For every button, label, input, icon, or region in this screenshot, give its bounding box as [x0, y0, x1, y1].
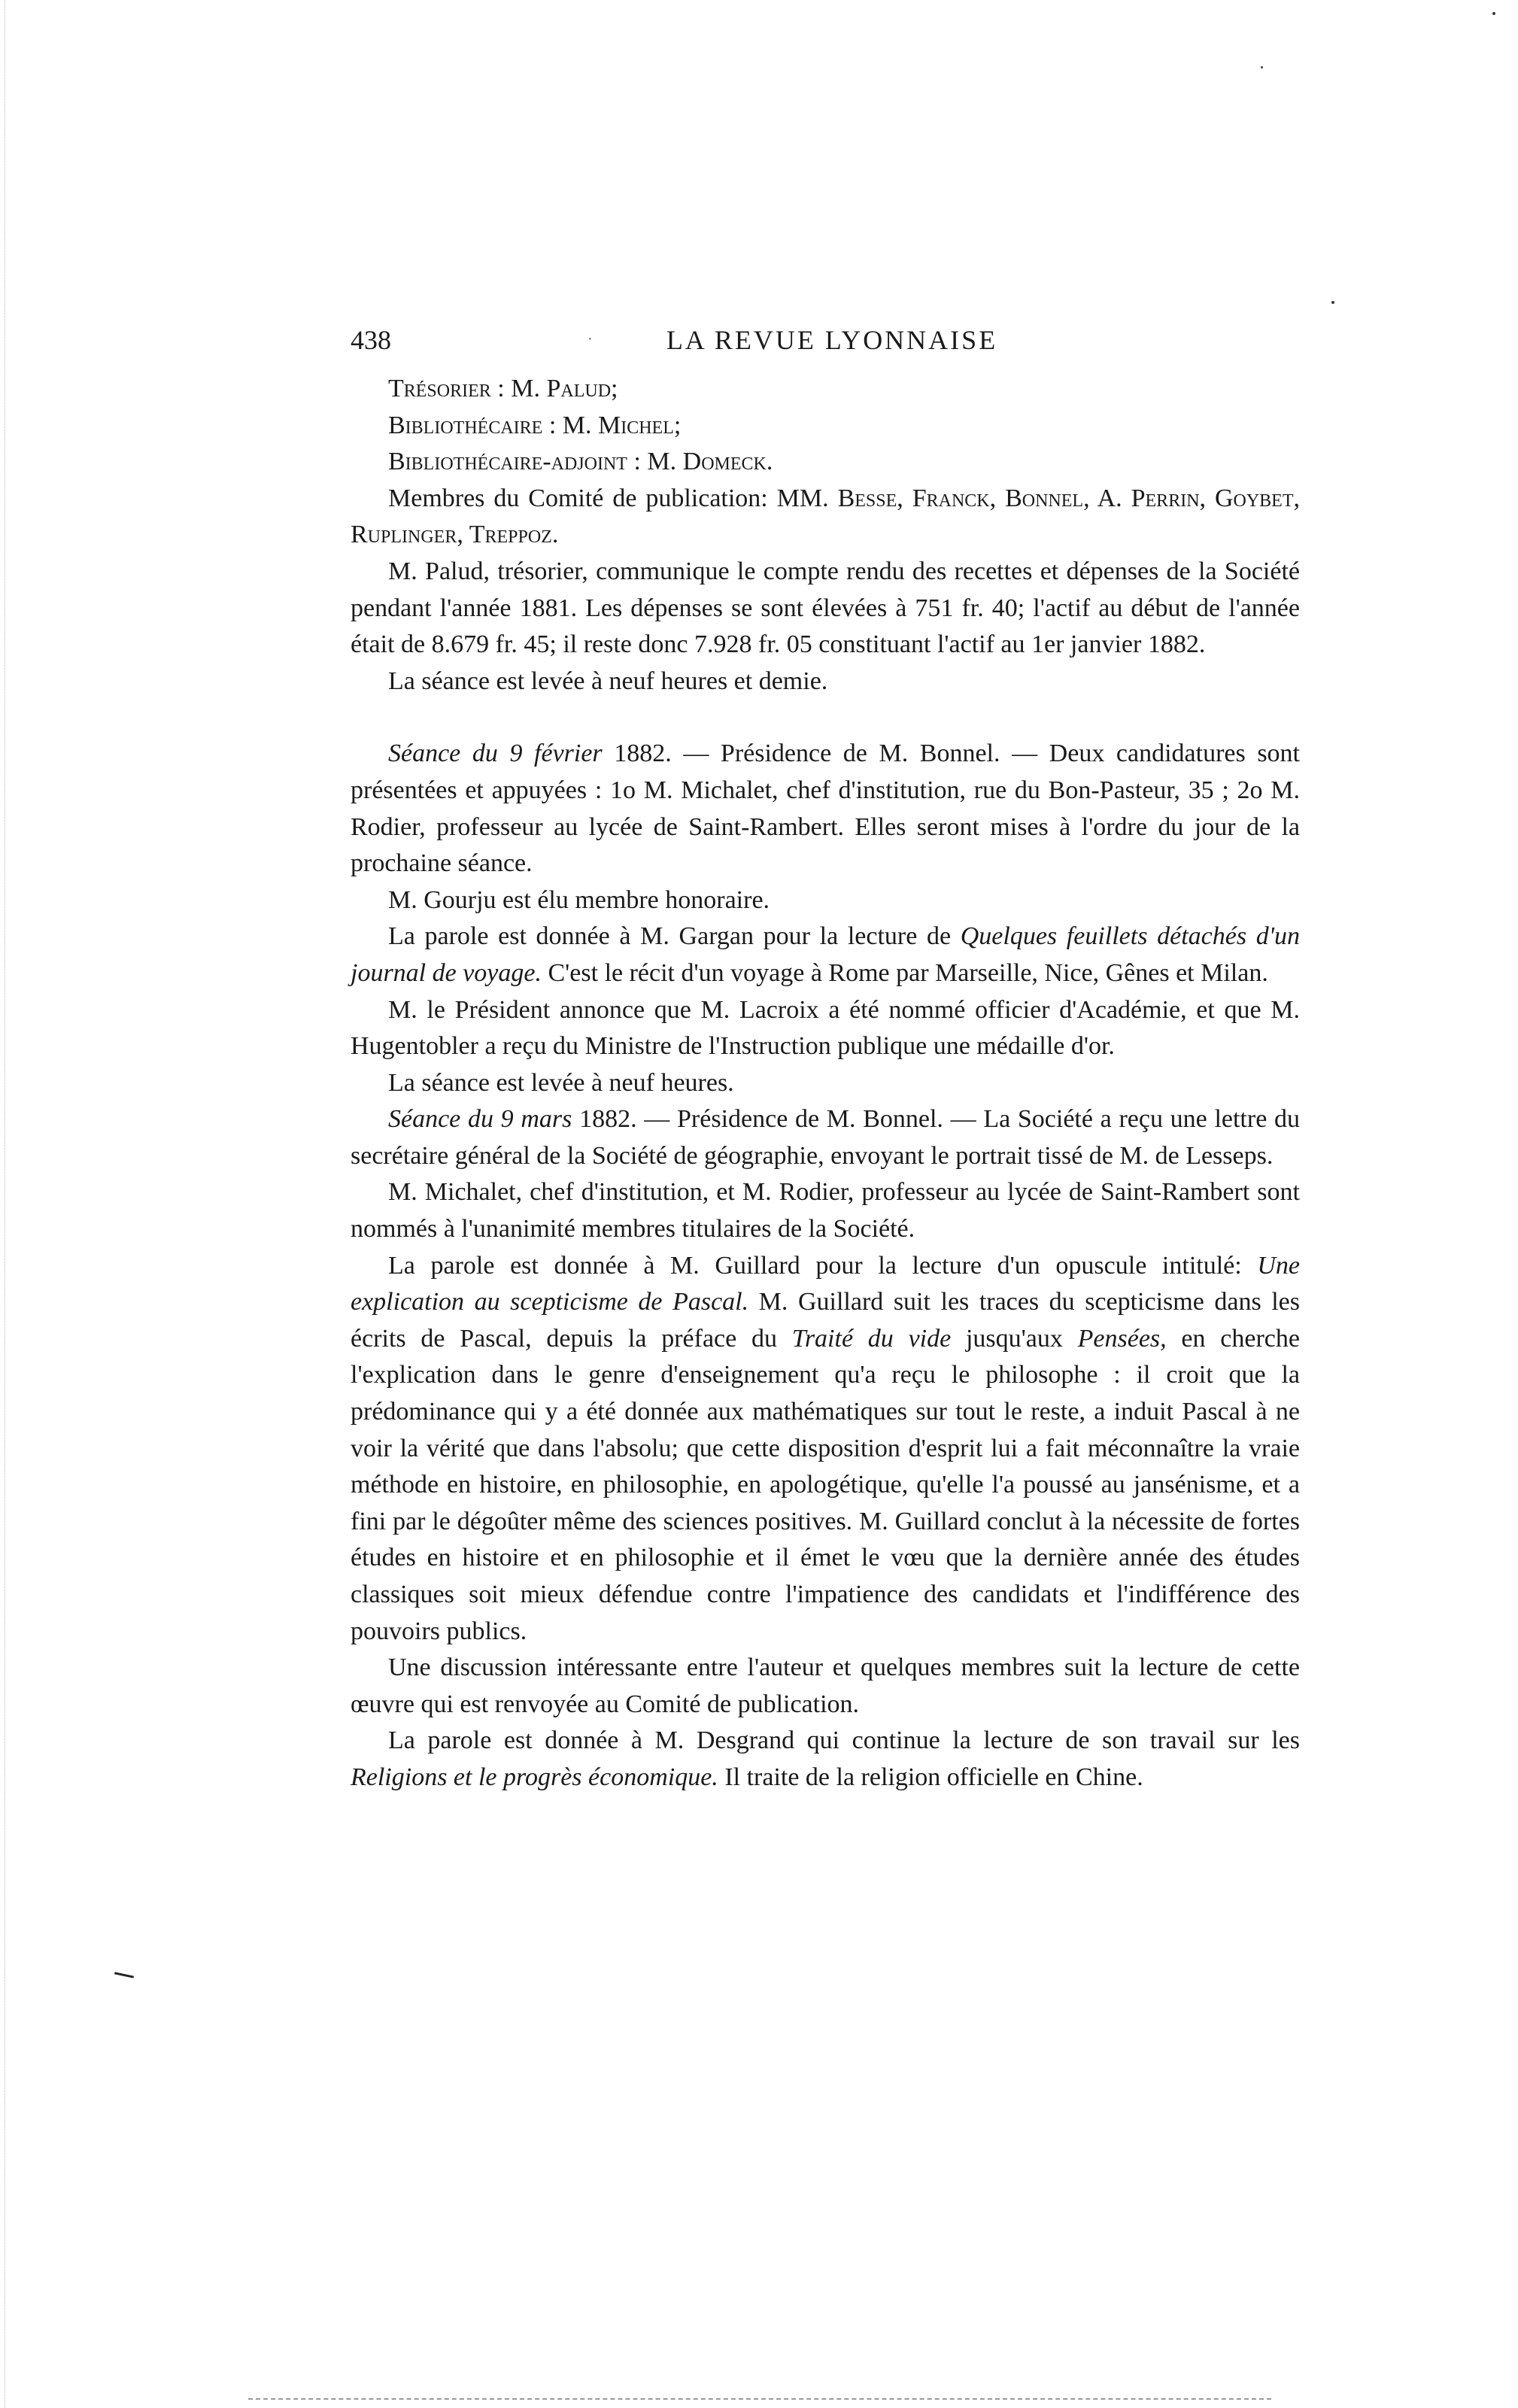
- running-title: LA REVUE LYONNAISE: [666, 325, 998, 355]
- paragraph-president: M. le Président annonce que M. Lacroix a été nommé officier d'Académie, et que M. Hugentobler a reçu du Ministre de l'Instruction publique une médaille d'or.: [351, 995, 1300, 1061]
- scan-left-edge: [0, 0, 5, 2408]
- paragraph-desgrand: La parole est donnée à M. Desgrand qui continue la lecture de son travail sur les Religions et le progrès économique. Il traite de la religion officielle en Chine.: [351, 1726, 1300, 1791]
- paragraph-close-2: La séance est levée à neuf heures.: [388, 1068, 734, 1097]
- committee-members: Membres du Comité de publication: MM. Besse, Franck, Bonnel, A. Perrin, Goybet, Ruplinger, Treppoz.: [351, 484, 1300, 549]
- page-number: 438: [351, 325, 391, 355]
- seance-date-mars: Séance du 9 mars: [388, 1105, 572, 1134]
- paragraph-guillard: La parole est donnée à M. Guillard pour la lecture d'un opuscule intitulé: Une explication au scepticisme de Pascal. M. Guillard suit les traces du scepticisme dans les écrits de Pascal, depuis la préface du Traité du vide jusqu'aux Pensées, en cherche l'explication dans le genre d'enseignement qu'a reçu le philosophe : il croit que la prédominance qui y a été donnée aux mathématiques sur tout le reste, a induit Pascal à ne voir la vérité que dans l'absolu; que cette disposition d'esprit lui a fait méconnaître la vraie méthode en histoire, en philosophie, en apologétique, qu'elle l'a poussé au jansénisme, et a fini par le dégoûter même des sciences positives. M. Guillard conclut à la nécessite de fortes études en histoire et en philosophie et il émet le vœu que la dernière année des études classiques soit mieux défendue contre l'impatience des candidats et l'indifférence des pouvoirs publics.: [351, 1251, 1301, 1645]
- officer-bibliothecaire-adjoint: Bibliothécaire-adjoint : M. Domeck.: [388, 448, 773, 476]
- article-body: [351, 371, 1300, 1796]
- paragraph-nominations: M. Michalet, chef d'institution, et M. Rodier, professeur au lycée de Saint-Rambert sont nommés à l'unanimité membres titulaires de la Société.: [351, 1178, 1300, 1243]
- section-gap: [351, 700, 1300, 736]
- officer-bibliothecaire: Bibliothécaire : M. Michel;: [388, 411, 682, 439]
- paragraph-treasury: M. Palud, trésorier, communique le compte rendu des recettes et dépenses de la Société pendant l'année 1881. Les dépenses se sont élevées à 751 fr. 40; l'actif au début de l'année était de 8.679 fr. 45; il reste donc 7.928 fr. 05 constituant l'actif au 1er janvier 1882.: [351, 557, 1300, 659]
- scan-speck: [1261, 66, 1263, 68]
- paragraph-close-1: La séance est levée à neuf heures et demie.: [388, 667, 828, 695]
- scan-speck: [1492, 12, 1495, 15]
- paragraph-gourju: M. Gourju est élu membre honoraire.: [388, 885, 770, 914]
- page-header: [351, 322, 1300, 360]
- officer-tresorier: Trésorier : M. Palud;: [388, 375, 618, 402]
- scan-speck: [1331, 301, 1334, 304]
- scan-bottom-rule: [248, 2398, 1271, 2400]
- paragraph-discussion: Une discussion intéressante entre l'auteur et quelques membres suit la lecture de cette œuvre qui est renvoyée au Comité de publication.: [351, 1653, 1300, 1718]
- seance-date-fevrier: Séance du 9 février: [388, 739, 603, 768]
- paragraph-seance-mars: Séance du 9 mars 1882. — Présidence de M. Bonnel. — La Société a reçu une lettre du secrétaire général de la Société de géographie, envoyant le portrait tissé de M. de Lesseps.: [351, 1105, 1300, 1170]
- paragraph-gargan: La parole est donnée à M. Gargan pour la lecture de Quelques feuillets détachés d'un journal de voyage. C'est le récit d'un voyage à Rome par Marseille, Nice, Gênes et Milan.: [351, 922, 1300, 987]
- header-dot: ·: [587, 331, 593, 348]
- scan-mark: [114, 1972, 134, 1978]
- paragraph-seance-fevrier: Séance du 9 février 1882. — Présidence de M. Bonnel. — Deux candidatures sont présentées et appuyées : 1o M. Michalet, chef d'institution, rue du Bon-Pasteur, 35 ; 2o M. Rodier, professeur au lycée de Saint-Rambert. Elles seront mises à l'ordre du jour de la prochaine séance.: [351, 739, 1300, 878]
